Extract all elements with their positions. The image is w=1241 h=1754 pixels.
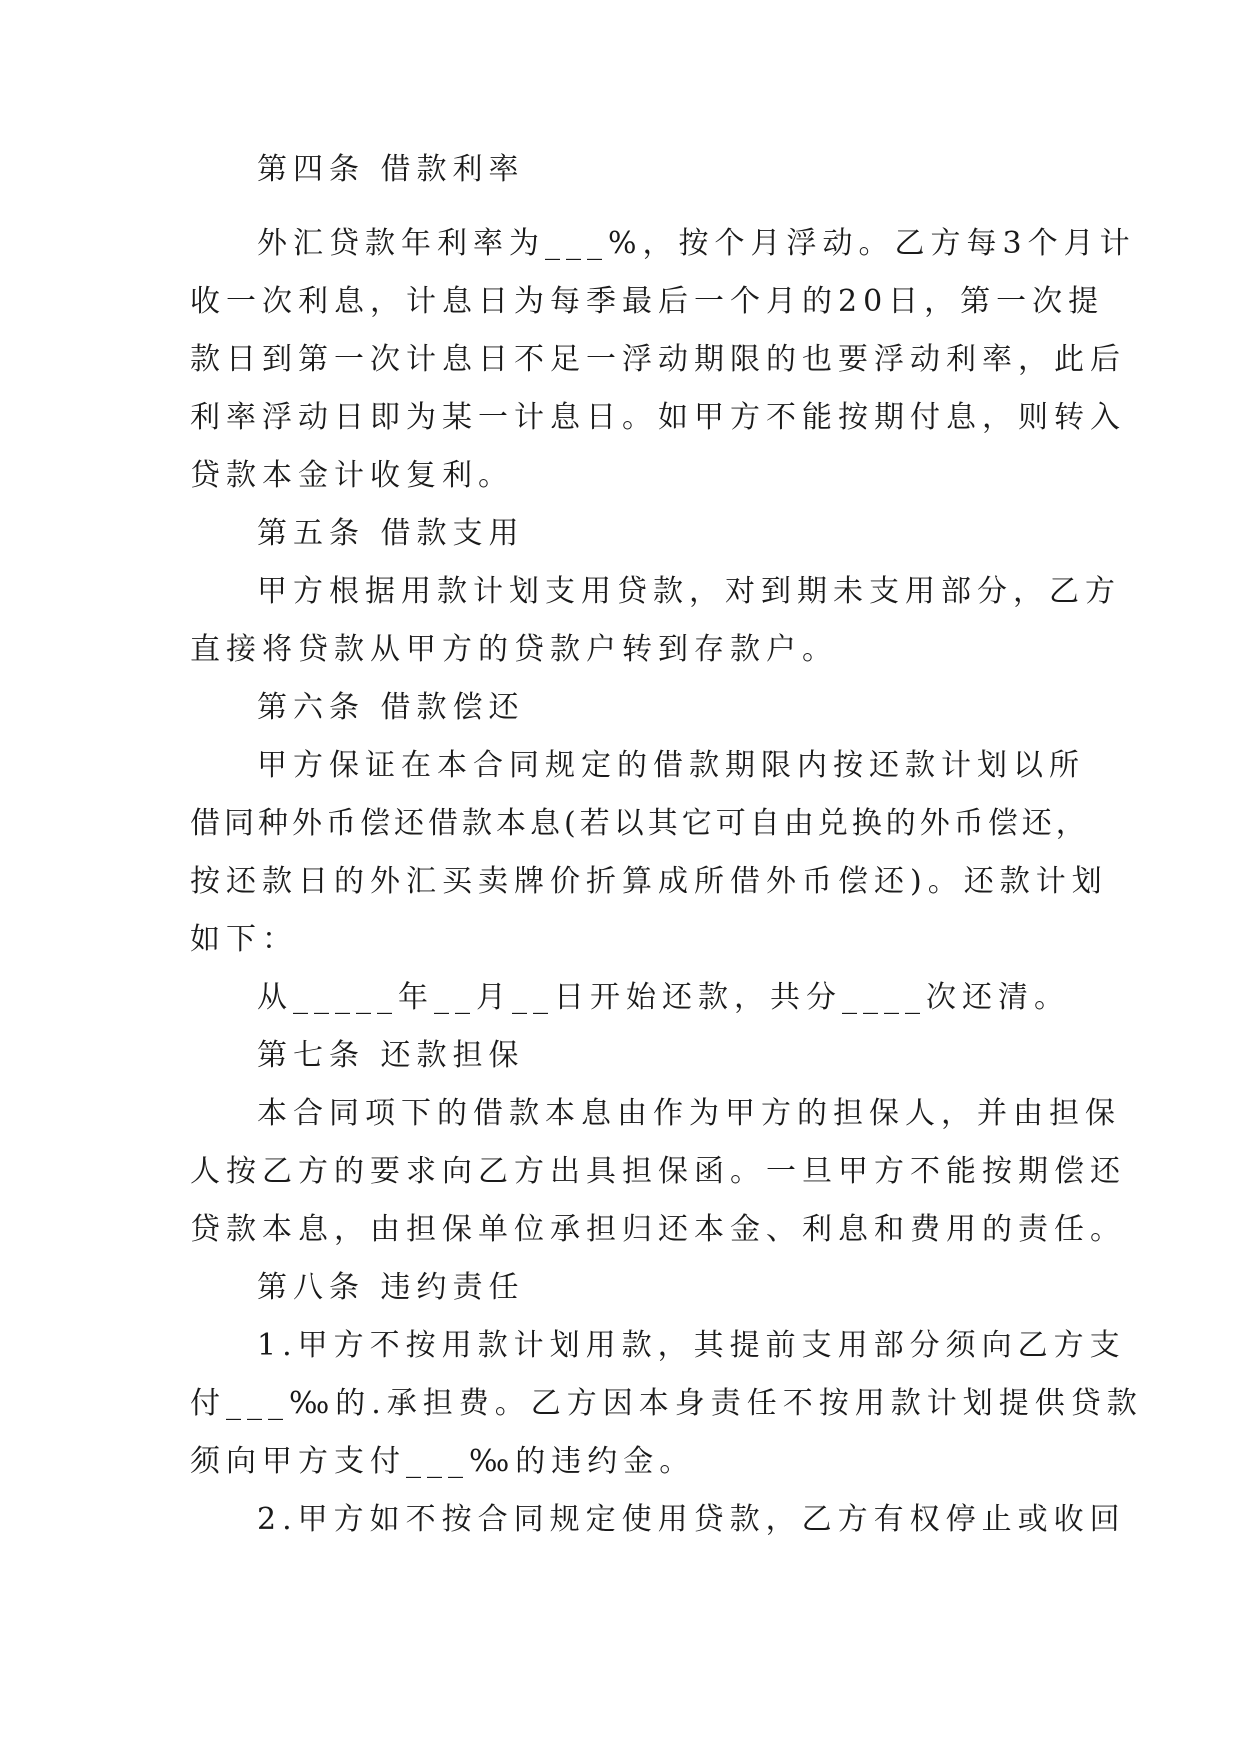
article-4-text-line-4: 利率浮动日即为某一计息日。如甲方不能按期付息，则转入 xyxy=(190,400,1126,435)
article-5-heading: 第五条 借款支用 xyxy=(257,516,525,551)
article-8-item-1-line-1: 1.甲方不按用款计划用款，其提前支用部分须向乙方支 xyxy=(257,1328,1126,1363)
article-8-heading: 第八条 违约责任 xyxy=(257,1270,525,1305)
article-7-text-line-3: 贷款本息，由担保单位承担归还本金、利息和费用的责任。 xyxy=(190,1212,1126,1247)
article-6-text-line-2: 借同种外币偿还借款本息(若以其它可自由兑换的外币偿还， xyxy=(190,806,1090,841)
article-5-text-line-2: 直接将贷款从甲方的贷款户转到存款户。 xyxy=(190,632,838,667)
article-4-text-line-5: 贷款本金计收复利。 xyxy=(190,458,514,493)
repayment-schedule-line: 从_____年__月__日开始还款，共分____次还清。 xyxy=(257,980,1070,1015)
article-7-heading: 第七条 还款担保 xyxy=(257,1038,525,1073)
article-7-text-line-2: 人按乙方的要求向乙方出具担保函。一旦甲方不能按期偿还 xyxy=(190,1154,1126,1189)
article-4-text-line-2: 收一次利息，计息日为每季最后一个月的20日，第一次提 xyxy=(190,284,1105,319)
article-6-text-line-4: 如下： xyxy=(190,922,298,957)
article-7-text-line-1: 本合同项下的借款本息由作为甲方的担保人，并由担保 xyxy=(257,1096,1121,1131)
article-6-text-line-3: 按还款日的外汇买卖牌价折算成所借外币偿还)。还款计划 xyxy=(190,864,1108,899)
article-6-text-line-1: 甲方保证在本合同规定的借款期限内按还款计划以所 xyxy=(257,748,1085,783)
article-8-item-1-line-3: 须向甲方支付___‰的违约金。 xyxy=(190,1444,696,1479)
article-4-text-line-1: 外汇贷款年利率为___%，按个月浮动。乙方每3个月计 xyxy=(257,226,1136,261)
article-5-text-line-1: 甲方根据用款计划支用贷款，对到期未支用部分，乙方 xyxy=(257,574,1121,609)
article-4-text-line-3: 款日到第一次计息日不足一浮动期限的也要浮动利率，此后 xyxy=(190,342,1126,377)
article-6-heading: 第六条 借款偿还 xyxy=(257,690,525,725)
article-8-item-1-line-2: 付___‰的.承担费。乙方因本身责任不按用款计划提供贷款 xyxy=(190,1386,1143,1421)
article-8-item-2-line-1: 2.甲方如不按合同规定使用贷款，乙方有权停止或收回 xyxy=(257,1502,1126,1537)
article-4-heading: 第四条 借款利率 xyxy=(257,152,525,187)
